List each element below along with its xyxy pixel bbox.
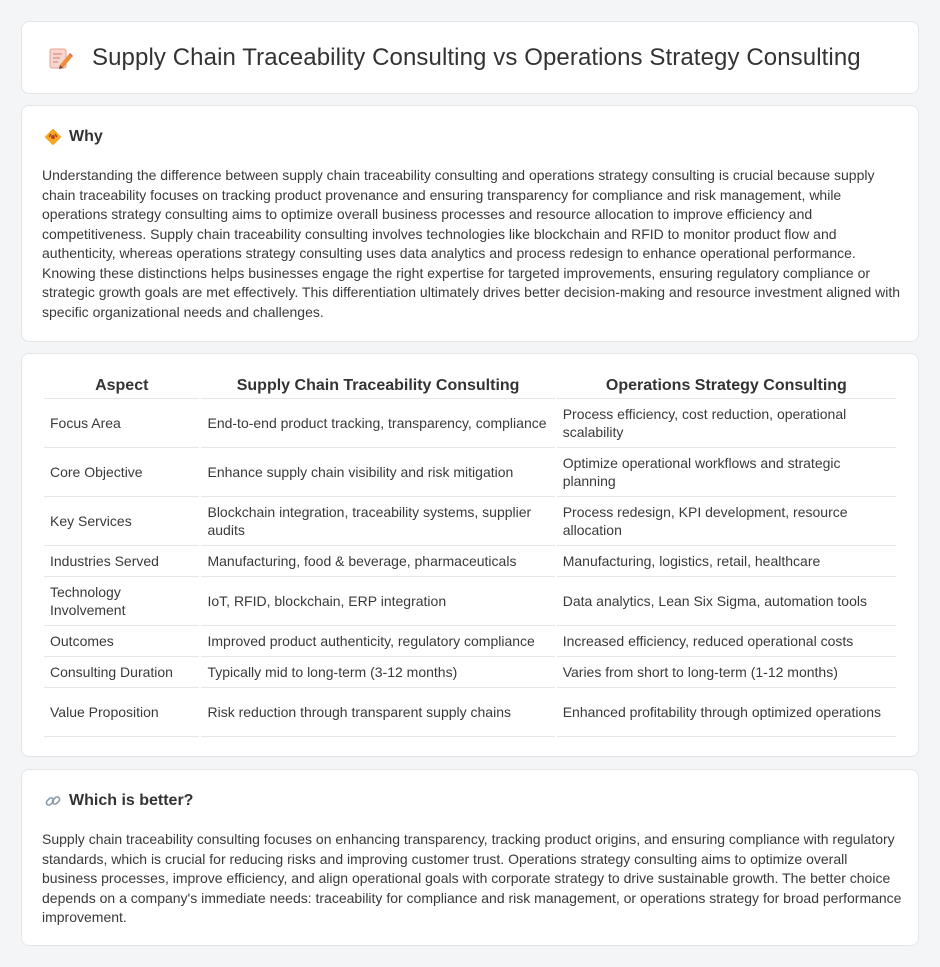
table-cell: Enhance supply chain visibility and risk mitigation — [201, 448, 554, 497]
table-header-row — [44, 374, 896, 399]
title-card — [21, 21, 919, 94]
link-icon — [44, 792, 62, 810]
table-cell: Varies from short to long-term (1-12 months) — [557, 657, 896, 688]
title-row — [46, 44, 861, 72]
table-row — [44, 657, 896, 688]
column-header: Supply Chain Traceability Consulting — [201, 374, 554, 399]
table-cell: Blockchain integration, traceability systems, supplier audits — [201, 497, 554, 546]
better-heading: Which is better? — [69, 792, 194, 809]
column-header: Operations Strategy Consulting — [557, 374, 896, 399]
table-row — [44, 448, 896, 497]
why-heading-row — [44, 128, 103, 146]
table-cell: Consulting Duration — [44, 657, 199, 688]
table-cell: Technology Involvement — [44, 577, 199, 626]
why-heading: Why — [69, 128, 103, 145]
comparison-card — [21, 353, 919, 757]
table-cell: Enhanced profitability through optimized operations — [557, 688, 896, 737]
table-row — [44, 577, 896, 626]
comparison-table — [42, 374, 898, 737]
table-cell: IoT, RFID, blockchain, ERP integration — [201, 577, 554, 626]
table-cell: Data analytics, Lean Six Sigma, automation tools — [557, 577, 896, 626]
table-row — [44, 688, 896, 737]
better-heading-row — [44, 792, 193, 810]
table-row — [44, 399, 896, 448]
table-cell: Risk reduction through transparent supply chains — [201, 688, 554, 737]
table-row — [44, 626, 896, 657]
table-cell: Increased efficiency, reduced operational costs — [557, 626, 896, 657]
table-cell: Manufacturing, logistics, retail, healthcare — [557, 546, 896, 577]
table-cell: Process efficiency, cost reduction, operational scalability — [557, 399, 896, 448]
diamond-signal-icon — [44, 128, 62, 146]
table-cell: Improved product authenticity, regulatory compliance — [201, 626, 554, 657]
table-cell: Optimize operational workflows and strategic planning — [557, 448, 896, 497]
table-cell: Focus Area — [44, 399, 199, 448]
table-cell: Outcomes — [44, 626, 199, 657]
table-cell: Key Services — [44, 497, 199, 546]
better-paragraph: Supply chain traceability consulting focuses on enhancing transparency, tracking product origins, and ensuring compliance with regulatory standards, which is crucial for reducing risks and improving customer trust. Operations strategy consulting aims to optimize overall business processes, improve efficiency, and align operational goals with corporate strategy to drive sustainable growth. The better choice depends on a company's immediate needs: traceability for compliance and risk management, or operations strategy for broad performance improvement. — [42, 831, 902, 925]
column-header: Aspect — [44, 374, 199, 399]
table-cell: Value Proposition — [44, 688, 199, 737]
table-cell: Process redesign, KPI development, resource allocation — [557, 497, 896, 546]
table-cell: Manufacturing, food & beverage, pharmaceuticals — [201, 546, 554, 577]
pencil-note-icon — [46, 44, 74, 72]
which-better-card — [21, 769, 919, 946]
table-row — [44, 546, 896, 577]
table-cell: End-to-end product tracking, transparency, compliance — [201, 399, 554, 448]
table-row — [44, 497, 896, 546]
table-cell: Industries Served — [44, 546, 199, 577]
why-paragraph: Understanding the difference between supply chain traceability consulting and operations strategy consulting is crucial because supply chain traceability focuses on tracking product provenance and ensuring transparency for compliance and risk management, while operations strategy consulting aims to optimize overall business processes and resource allocation to improve efficiency and competitiveness. Supply chain traceability consulting involves technologies like blockchain and RFID to monitor product flow and authenticity, whereas operations strategy consulting uses data analytics and process redesign to enhance operational performance. Knowing these distinctions helps businesses engage the right expertise for targeted improvements, ensuring regulatory compliance or strategic growth goals are met effectively. This differentiation ultimately drives better decision-making and resource investment aligned with specific organizational needs and challenges. — [42, 167, 901, 320]
table-cell: Core Objective — [44, 448, 199, 497]
page-title: Supply Chain Traceability Consulting vs Operations Strategy Consulting — [92, 44, 861, 71]
why-card — [21, 105, 919, 342]
table-cell: Typically mid to long-term (3-12 months) — [201, 657, 554, 688]
